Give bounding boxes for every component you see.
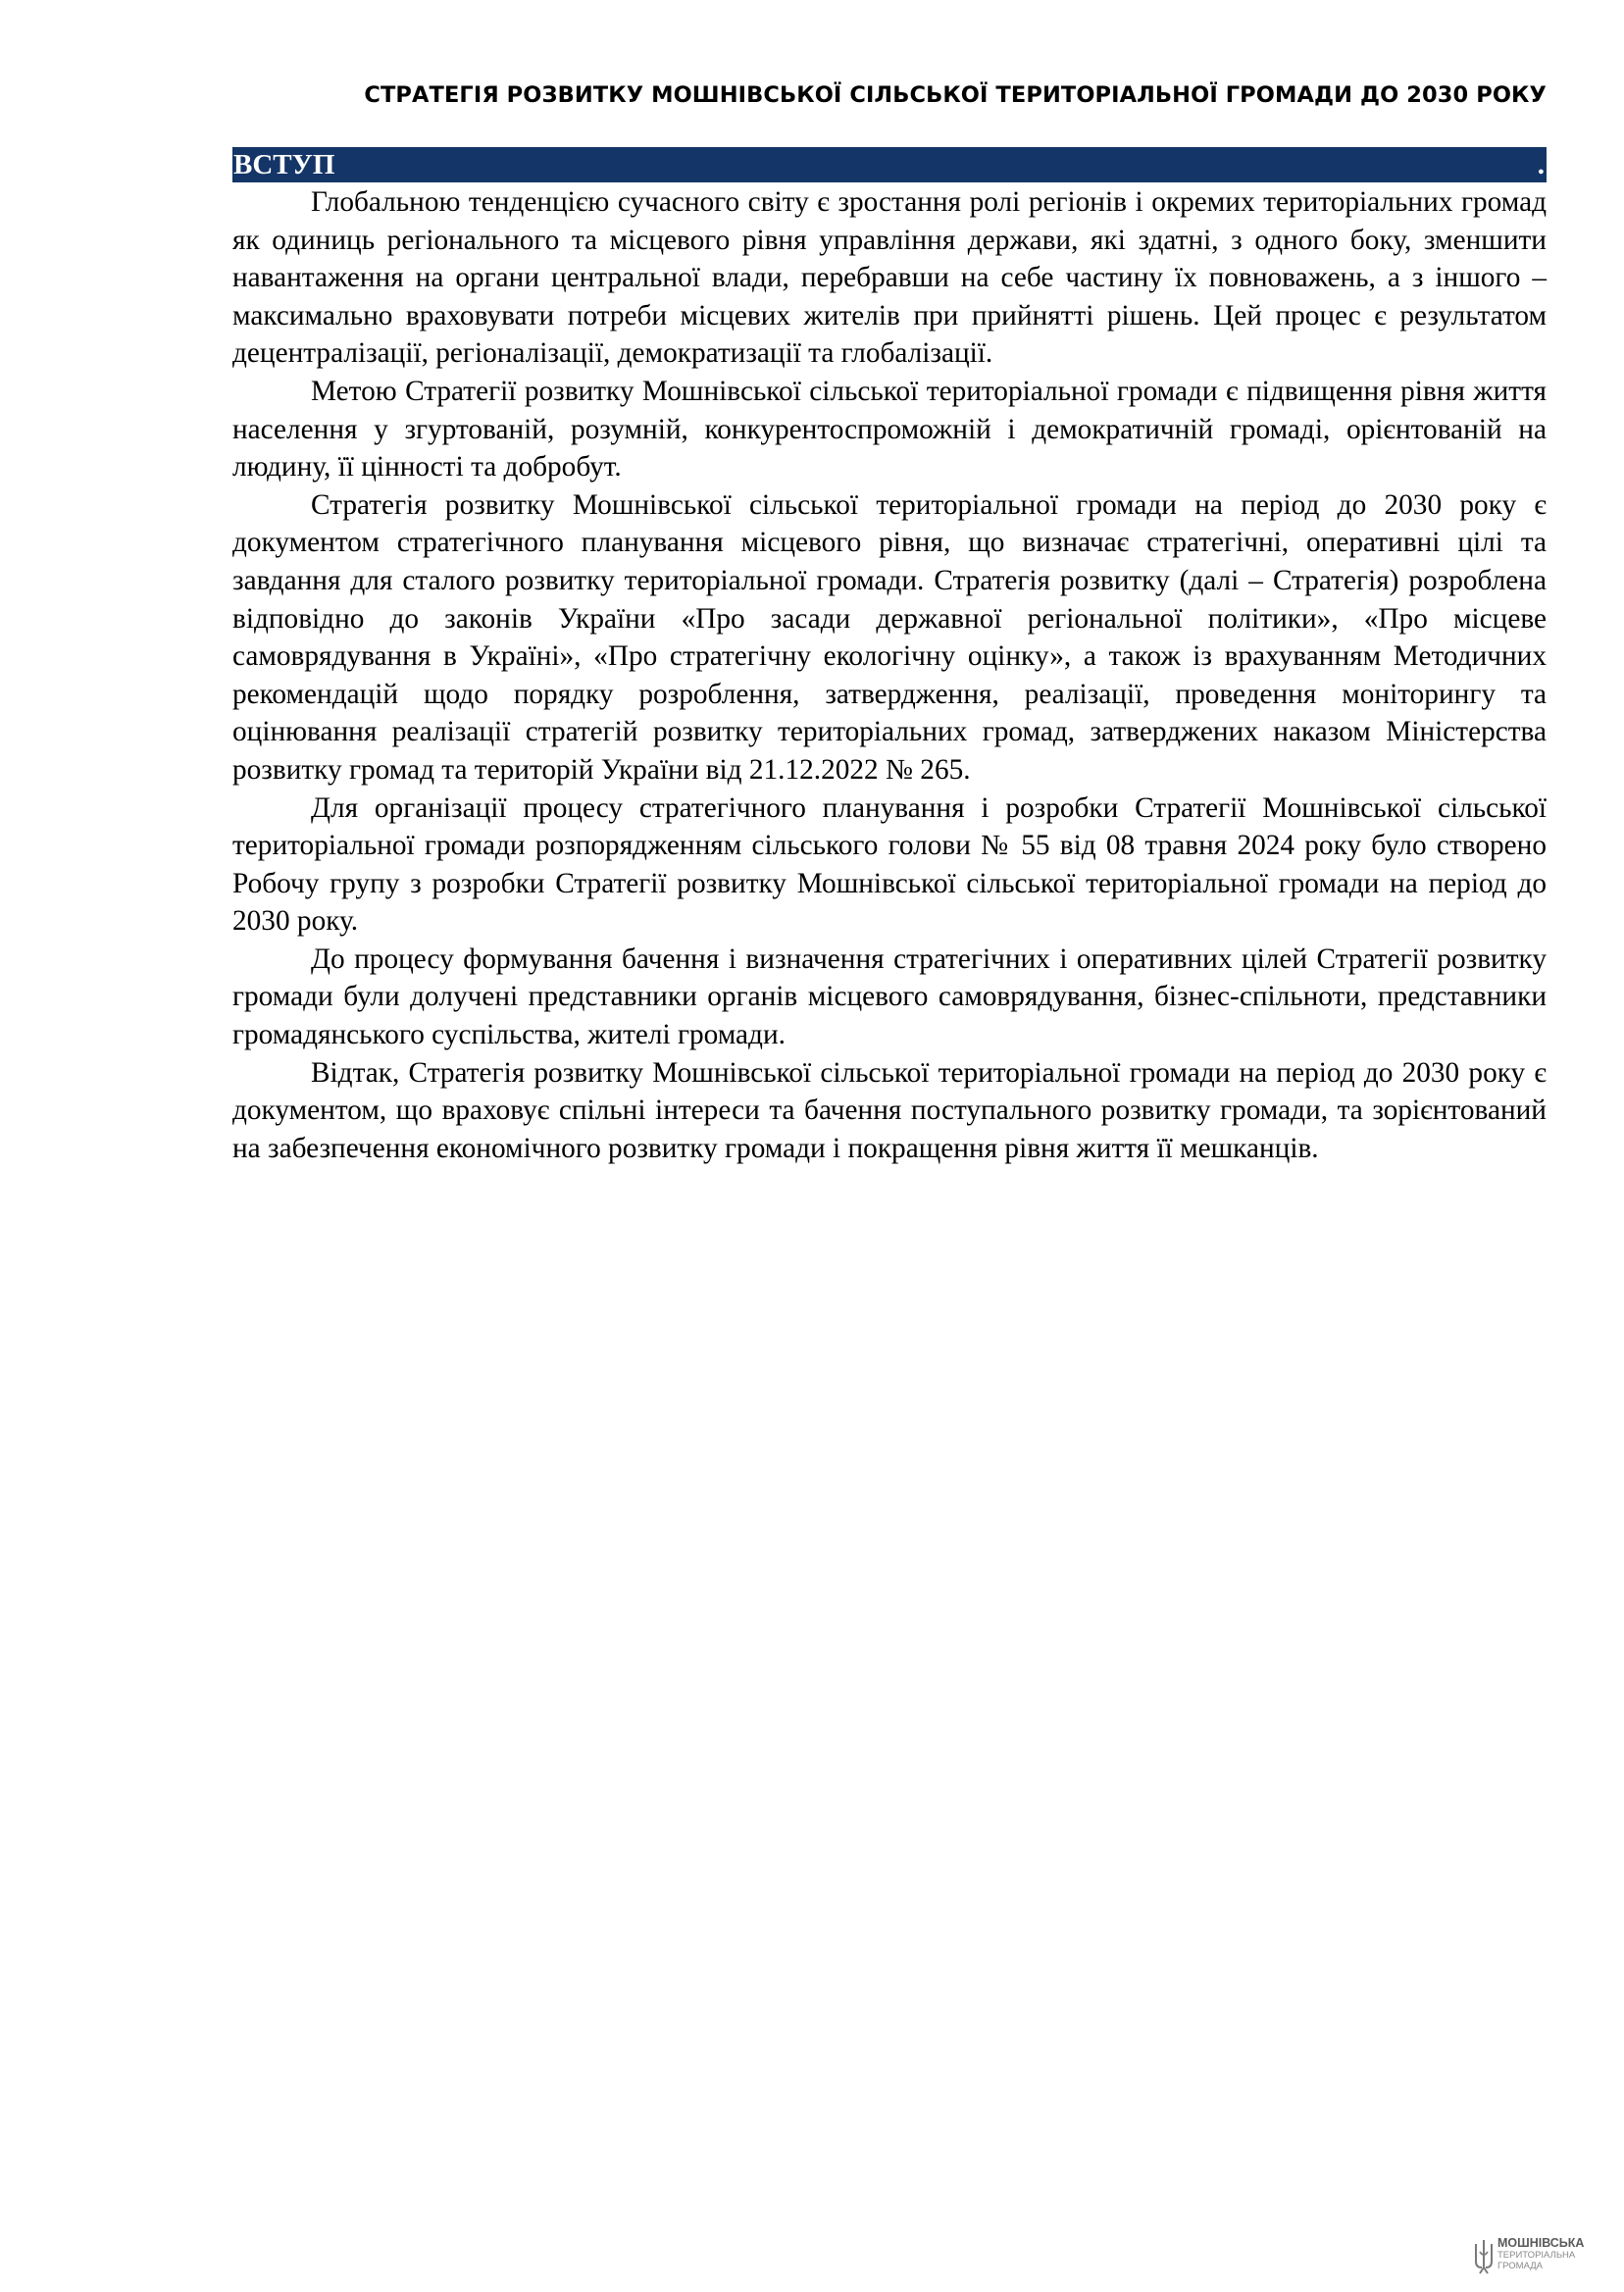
section-trailing-mark: . <box>1537 149 1545 180</box>
section-heading-bar <box>232 147 1547 182</box>
paragraph-3: Стратегія розвитку Мошнівської сільської територіальної громади на період до 2030 року є документом стратегічного планування місцевого рівня, що визначає стратегічні, оперативні цілі та завдання для сталого розвитку територіальної громади. Стратегія розвитку (далі – Стратегія) розроблена відповідно до законів України «Про засади державної регіональної політики», «Про місцеве самоврядування в Україні», «Про стратегічну екологічну оцінку», а також із врахуванням Методичних рекомендацій щодо порядку розроблення, затвердження, реалізації, проведення моніторингу та оцінювання реалізації стратегій розвитку територіальних громад, затверджених наказом Міністерства розвитку громад та територій України від 21.12.2022 № 265. <box>232 488 1547 786</box>
logo-subtitle-line1: ТЕРИТОРІАЛЬНА <box>1497 2250 1576 2261</box>
running-header: СТРАТЕГІЯ РОЗВИТКУ МОШНІВСЬКОЇ СІЛЬСЬКОЇ ТЕРИТОРІАЛЬНОЇ ГРОМАДИ ДО 2030 РОКУ <box>364 82 1547 108</box>
logo-name: МОШНІВСЬКА <box>1497 2236 1585 2250</box>
trident-emblem-icon <box>1474 2238 1494 2275</box>
community-logo <box>1474 2236 1601 2279</box>
paragraph-4: Для організації процесу стратегічного планування і розробки Стратегії Мошнівської сільської територіальної громади розпорядженням сільського голови № 55 від 08 травня 2024 року було створено Робочу групу з розробки Стратегії розвитку Мошнівської сільської територіальної громади на період до 2030 року. <box>232 791 1547 938</box>
paragraph-2: Метою Стратегії розвитку Мошнівської сільської територіальної громади є підвищення рівня життя населення у згуртованій, розумній, конкурентоспроможній і демократичній громаді, орієнтованій на людину, її цінності та добробут. <box>232 375 1547 484</box>
paragraph-6: Відтак, Стратегія розвитку Мошнівської сільської територіальної громади на період до 2030 року є документом, що враховує спільні інтереси та бачення поступального розвитку громади, та зорієнтований на забезпечення економічного розвитку громади і покращення рівня життя її мешканців. <box>232 1056 1547 1164</box>
intro-body <box>232 183 1547 1167</box>
paragraph-5: До процесу формування бачення і визначення стратегічних і оперативних цілей Стратегії розвитку громади були долучені представники органів місцевого самоврядування, бізнес-спільноти, представники громадянського суспільства, жителі громади. <box>232 942 1547 1051</box>
logo-subtitle-line2: ГРОМАДА <box>1497 2261 1543 2271</box>
section-title: ВСТУП <box>233 149 335 180</box>
paragraph-1: Глобальною тенденцією сучасного світу є зростання ролі регіонів і окремих територіальних громад як одиниць регіонального та місцевого рівня управління держави, які здатні, з одного боку, зменшити навантаження на органи центральної влади, перебравши на себе частину їх повноважень, а з іншого – максимально враховувати потреби місцевих жителів при прийнятті рішень. Цей процес є результатом децентралізації, регіоналізації, демократизації та глобалізації. <box>232 186 1547 370</box>
